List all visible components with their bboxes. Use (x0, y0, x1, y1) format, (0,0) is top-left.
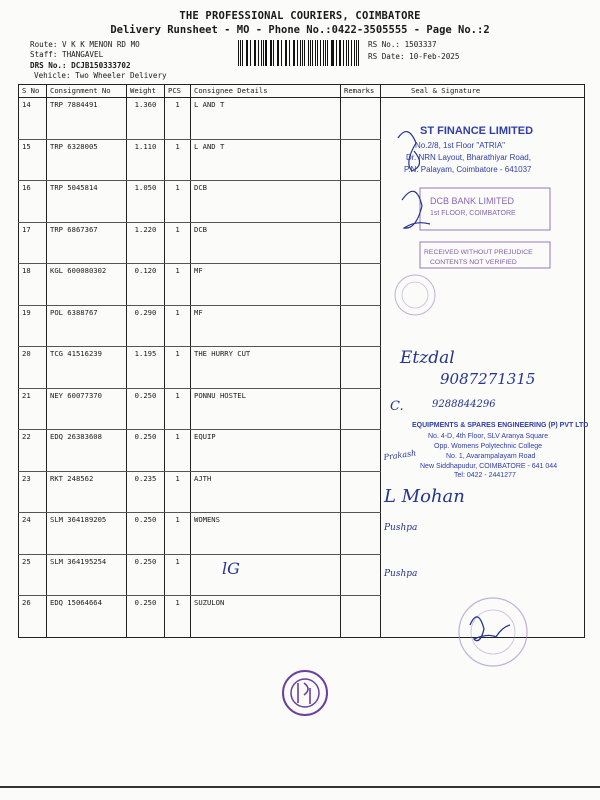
row-weight: 1.195 (127, 347, 165, 389)
row-sno: 26 (19, 596, 47, 638)
runsheet-subtitle: Delivery Runsheet - MO - Phone No.:0422-3505555 - Page No.:2 (110, 24, 490, 36)
stamp-text: Opp. Womens Polytechnic College (434, 443, 543, 450)
col-weight: Weight (127, 85, 165, 98)
row-pcs: 1 (165, 305, 191, 347)
stamp-text: RECEIVED WITHOUT PREJUDICE (424, 249, 533, 256)
signature-scribble (402, 191, 430, 228)
stamp-text: No.2/8, 1st Floor "ATRIA" (415, 141, 506, 150)
row-pcs: 1 (165, 513, 191, 555)
col-pcs: PCS (165, 85, 191, 98)
stamp-text: 1st FLOOR, COIMBATORE (430, 210, 516, 217)
row-weight: 0.250 (127, 596, 165, 638)
round-stamp (395, 275, 435, 315)
stamp-text: P.N. Palayam, Coimbatore - 641037 (404, 165, 532, 174)
row-weight: 0.250 (127, 388, 165, 430)
st-finance-stamp (404, 125, 533, 174)
drs-number: DRS No.: DCJB150333702 (30, 61, 131, 70)
row-consignment-no: TRP 6867367 (47, 222, 127, 264)
row-pcs: 1 (165, 554, 191, 596)
row-pcs: 1 (165, 596, 191, 638)
col-remarks: Remarks (341, 85, 381, 98)
route-label: Route: V K K MENON RD MO (30, 40, 140, 49)
row-sno: 14 (19, 98, 47, 140)
row-sno: 23 (19, 471, 47, 513)
col-sno: S No (19, 85, 47, 98)
row-weight: 1.220 (127, 222, 165, 264)
row-consignee: L AND T (191, 139, 341, 181)
handwritten-phone: 9087271315 (440, 370, 536, 388)
row-weight: 0.290 (127, 305, 165, 347)
row-weight: 0.120 (127, 264, 165, 306)
stamp-text: New Siddhapudur, COIMBATORE - 641 044 (420, 463, 558, 470)
row-consignment-no: SLM 364195254 (47, 554, 127, 596)
row-consignee: DCB (191, 222, 341, 264)
dcb-stamp-border (420, 188, 550, 230)
row-consignee: MF (191, 264, 341, 306)
row-sno: 17 (19, 222, 47, 264)
stamp-text: No. 1, Avarampalayam Road (446, 453, 536, 460)
row-pcs: 1 (165, 139, 191, 181)
equipments-stamp (412, 422, 588, 479)
bottom-rule (0, 786, 600, 788)
received-stamp (424, 249, 533, 266)
courier-seal (283, 671, 327, 715)
stamp-text: CONTENTS NOT VERIFIED (430, 259, 517, 266)
row-consignment-no: TRP 6328005 (47, 139, 127, 181)
row-sno: 21 (19, 388, 47, 430)
row-consignment-no: POL 6388767 (47, 305, 127, 347)
row-weight: 0.250 (127, 430, 165, 472)
row-consignment-no: NEY 60077370 (47, 388, 127, 430)
row-sno: 22 (19, 430, 47, 472)
company-title: THE PROFESSIONAL COURIERS, COIMBATORE (179, 10, 421, 22)
stamp-text: ST FINANCE LIMITED (420, 125, 534, 137)
row-pcs: 1 (165, 471, 191, 513)
row-consignment-no: EDQ 26383608 (47, 430, 127, 472)
handwritten-signature: Pushpa (384, 569, 418, 579)
row-weight: 1.360 (127, 98, 165, 140)
row-consignment-no: TCG 41516239 (47, 347, 127, 389)
row-consignee: MF (191, 305, 341, 347)
row-consignee: PONNU HOSTEL (191, 388, 341, 430)
row-pcs: 1 (165, 347, 191, 389)
row-pcs: 1 (165, 98, 191, 140)
row-pcs: 1 (165, 222, 191, 264)
row-sno: 24 (19, 513, 47, 555)
row-pcs: 1 (165, 181, 191, 223)
row-pcs: 1 (165, 388, 191, 430)
row-pcs: 1 (165, 430, 191, 472)
col-consignment: Consignment No (47, 85, 127, 98)
row-sno: 19 (19, 305, 47, 347)
row-consignment-no: KGL 600080302 (47, 264, 127, 306)
handwritten-signature: Pushpa (384, 523, 418, 533)
row-consignee: WOMENS (191, 513, 341, 555)
handwritten-signature: Etzdal (400, 348, 455, 368)
round-stamp (459, 598, 527, 666)
row-consignee: THE HURRY CUT (191, 347, 341, 389)
stamp-text: Dr. NRN Layout, Bharathiyar Road, (406, 153, 531, 162)
row-consignee: SUZULON (191, 596, 341, 638)
courier-seal-mark (298, 683, 310, 704)
stamp-text: DCB BANK LIMITED (430, 196, 515, 206)
row-consignment-no: EDQ 15064664 (47, 596, 127, 638)
row-sno: 16 (19, 181, 47, 223)
stamp-text: Tel: 0422 - 2441277 (454, 472, 516, 479)
vehicle-label: Vehicle: Two Wheeler Delivery (34, 71, 167, 80)
stamp-text: EQUIPMENTS & SPARES ENGINEERING (P) PVT LTD (412, 422, 589, 429)
row-consignee: AJTH (191, 471, 341, 513)
row-weight: 0.250 (127, 554, 165, 596)
handwritten-signature: L Mohan (384, 486, 465, 507)
col-signature: Seal & Signature (381, 85, 585, 98)
signature-scribble (470, 617, 510, 641)
row-sno: 20 (19, 347, 47, 389)
row-consignee: EQUIP (191, 430, 341, 472)
row-weight: 1.050 (127, 181, 165, 223)
row-sno: 25 (19, 554, 47, 596)
row-consignee: DCB (191, 181, 341, 223)
rs-date: RS Date: 10-Feb-2025 (368, 52, 460, 61)
row-weight: 0.235 (127, 471, 165, 513)
row-sno: 18 (19, 264, 47, 306)
row-sno: 15 (19, 139, 47, 181)
handwritten-phone: 9288844296 (432, 399, 496, 410)
row-weight: 0.250 (127, 513, 165, 555)
handwritten-mark: C. (390, 399, 404, 414)
row-consignment-no: RKT 248562 (47, 471, 127, 513)
row-consignment-no: SLM 364189205 (47, 513, 127, 555)
handwritten-name: Prakash (383, 448, 417, 462)
round-stamp-inner (402, 282, 428, 308)
row-consignee: L AND T (191, 98, 341, 140)
stamp-text: No. 4-D, 4th Floor, SLV Aranya Square (428, 433, 549, 440)
row-consignment-no: TRP 5045814 (47, 181, 127, 223)
staff-label: Staff: THANGAVEL (30, 50, 104, 59)
row-consignment-no: TRP 7884491 (47, 98, 127, 140)
row-weight: 1.110 (127, 139, 165, 181)
handwritten-mark: lG (222, 559, 240, 578)
col-consignee: Consignee Details (191, 85, 341, 98)
row-pcs: 1 (165, 264, 191, 306)
dcb-stamp (430, 196, 516, 217)
rs-number: RS No.: 1503337 (368, 40, 437, 49)
